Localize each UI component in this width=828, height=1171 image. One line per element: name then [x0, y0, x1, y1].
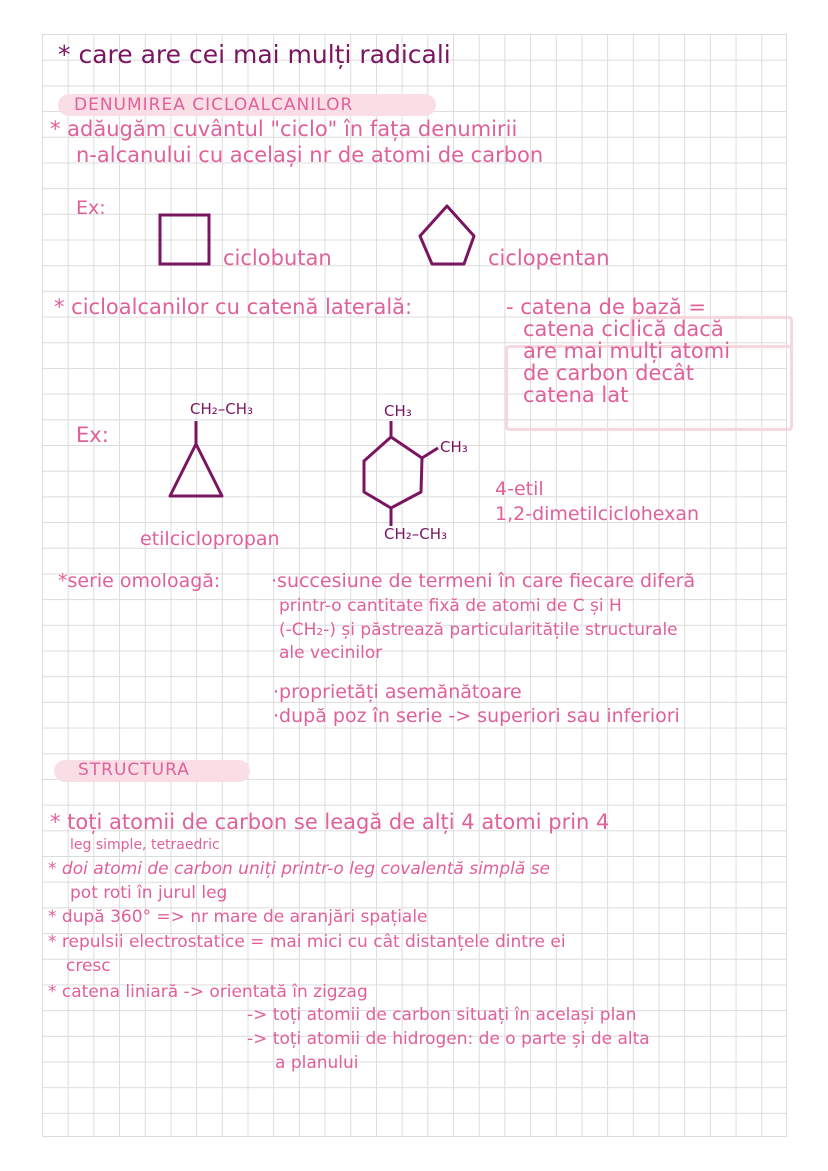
methyl-top: CH₃ — [384, 402, 412, 420]
structure-bullet-1: * toți atomii de carbon se leagă de alți 4 atomi prin 4 — [50, 810, 610, 834]
methyl-right: CH₃ — [440, 438, 468, 456]
example-ciclobutan: ciclobutan — [223, 246, 332, 270]
lateral-note-line4: de carbon decât — [523, 361, 695, 385]
structure-bullet-2: * doi atomi de carbon uniți printr-o leg covalentă simplă se — [48, 859, 551, 879]
lateral-note-line3: are mai mulți atomi — [523, 339, 731, 363]
lateral-chain-title: * cicloalcanilor cu catenă laterală: — [54, 295, 413, 319]
triangle-cyclopropane-icon — [170, 444, 222, 496]
lateral-note-line2: catena ciclică dacă — [523, 317, 724, 341]
series-line-3: (-CH₂-) și păstrează particularitățile structurale — [279, 620, 678, 640]
series-line-2: printr-o cantitate fixă de atomi de C și H — [279, 596, 622, 616]
ethyl-bottom: CH₂–CH₃ — [384, 525, 448, 543]
name-dimetilciclohexan: 1,2-dimetilciclohexan — [495, 503, 700, 525]
lateral-note-line1: - catena de bază = — [506, 295, 706, 319]
section-heading-naming: DENUMIREA CICLOALCANILOR — [74, 95, 354, 115]
section-heading-structure: STRUCTURA — [78, 760, 190, 780]
structure-bullet-4: * repulsii electrostatice = mai mici cu cât distanțele dintre ei — [48, 932, 566, 952]
intro-line: * care are cei mai mulți radicali — [58, 40, 451, 69]
ethyl-substituent: CH₂–CH₃ — [190, 400, 254, 418]
pentagon-cyclopentane-icon — [420, 206, 474, 264]
example-ciclopentan: ciclopentan — [488, 246, 610, 270]
structure-bullet-5a: -> toți atomii de carbon situați în același plan — [247, 1005, 637, 1025]
square-cyclobutane-icon — [160, 215, 209, 264]
example-label: Ex: — [76, 197, 106, 219]
structure-bullet-5c: a planului — [275, 1053, 359, 1073]
lateral-note-line5: catena lat — [523, 383, 629, 407]
series-line-4: ale vecinilor — [279, 643, 383, 663]
structure-bullet-5: * catena liniară -> orientată în zigzag — [48, 982, 368, 1002]
series-line-5: ·proprietăți asemănătoare — [273, 681, 522, 703]
hexagon-cyclohexane-icon — [364, 437, 422, 508]
name-etilciclopropan: etilciclopropan — [140, 528, 280, 550]
example2-label: Ex: — [76, 423, 109, 447]
series-line-6: ·după poz în serie -> superiori sau inferiori — [273, 705, 680, 727]
naming-rule-line1: * adăugăm cuvântul "ciclo" în fața denumirii — [50, 117, 518, 141]
structure-bullet-1b: leg simple, tetraedric — [70, 837, 220, 853]
name-4-etil: 4-etil — [495, 478, 544, 500]
structure-bullet-5b: -> toți atomii de hidrogen: de o parte și de alta — [247, 1029, 650, 1049]
structure-bullet-3: * după 360° => nr mare de aranjări spațiale — [48, 907, 428, 927]
structure-bullet-4b: cresc — [66, 956, 111, 976]
naming-rule-line2: n-alcanului cu același nr de atomi de carbon — [76, 143, 544, 167]
structure-bullet-2b: pot roti în jurul leg — [70, 883, 228, 903]
series-title: *serie omoloagă: — [58, 570, 221, 592]
series-line-1: ·succesiune de termeni în care fiecare diferă — [271, 570, 696, 592]
